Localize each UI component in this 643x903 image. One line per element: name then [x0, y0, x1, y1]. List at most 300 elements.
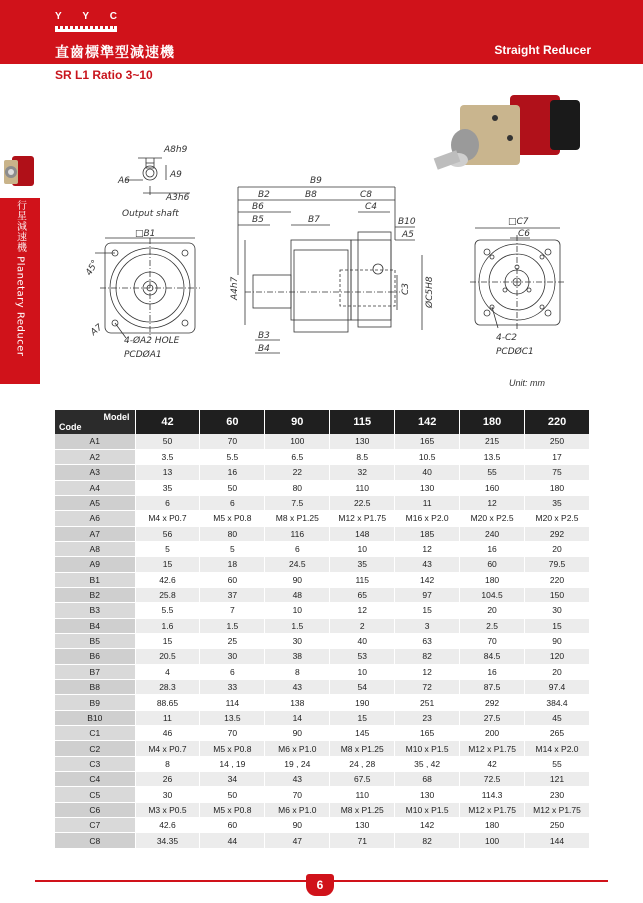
drawing-label: B2	[258, 190, 270, 200]
table-cell: 35	[525, 495, 590, 510]
table-cell: 42	[460, 756, 525, 771]
table-row	[55, 633, 590, 648]
drawing-label: PCDØA1	[124, 350, 162, 360]
table-cell: 100	[265, 434, 330, 449]
row-code-cell: C8	[55, 833, 135, 848]
table-cell: 6	[265, 541, 330, 556]
table-cell: 20	[525, 541, 590, 556]
table-cell: 265	[525, 726, 590, 741]
table-cell: M6 x P1.0	[265, 741, 330, 756]
table-cell: M8 x P1.25	[330, 741, 395, 756]
table-cell: 75	[525, 465, 590, 480]
table-cell: 63	[395, 633, 460, 648]
table-cell: 4	[135, 664, 200, 679]
table-cell: 116	[265, 526, 330, 541]
table-cell: M4 x P0.7	[135, 511, 200, 526]
table-cell: 148	[330, 526, 395, 541]
table-cell: 120	[525, 649, 590, 664]
table-cell: 48	[265, 587, 330, 602]
table-cell: 12	[330, 603, 395, 618]
table-cell: 38	[265, 649, 330, 664]
table-cell: 60	[460, 557, 525, 572]
table-cell: 104.5	[460, 587, 525, 602]
table-cell: 215	[460, 434, 525, 449]
table-cell: 19 , 24	[265, 756, 330, 771]
table-row	[55, 695, 590, 710]
model-column-header: 115	[330, 410, 395, 434]
table-cell: M14 x P2.0	[525, 741, 590, 756]
table-cell: 34.35	[135, 833, 200, 848]
table-cell: 10	[330, 664, 395, 679]
row-code-cell: B4	[55, 618, 135, 633]
table-cell: 292	[525, 526, 590, 541]
drawing-label: A4h7	[230, 276, 240, 300]
drawing-label: B3	[258, 331, 270, 341]
page-number: 6	[306, 874, 334, 896]
logo-letter: C	[109, 11, 117, 22]
front-view	[95, 238, 200, 338]
table-cell: 71	[330, 833, 395, 848]
table-cell: 6	[135, 495, 200, 510]
table-cell: 82	[395, 833, 460, 848]
reducer-product-illustration	[434, 95, 580, 170]
drawing-label: B7	[308, 215, 320, 225]
table-cell: 5.5	[200, 449, 265, 464]
table-cell: 7.5	[265, 495, 330, 510]
table-cell: 145	[330, 726, 395, 741]
row-code-cell: C5	[55, 787, 135, 802]
drawing-label: A3h6	[166, 193, 190, 203]
table-cell: 165	[395, 726, 460, 741]
table-cell: 90	[265, 818, 330, 833]
table-cell: M12 x P1.75	[525, 802, 590, 817]
table-cell: M12 x P1.75	[460, 802, 525, 817]
table-cell: 13	[135, 465, 200, 480]
table-cell: 1.6	[135, 618, 200, 633]
table-cell: 11	[135, 710, 200, 725]
row-code-cell: A9	[55, 557, 135, 572]
table-cell: 42.6	[135, 572, 200, 587]
table-row	[55, 449, 590, 464]
page-subtitle: SR L1 Ratio 3~10	[55, 68, 153, 82]
row-code-cell: B5	[55, 633, 135, 648]
table-cell: 240	[460, 526, 525, 541]
table-cell: 30	[200, 649, 265, 664]
table-cell: 24 , 28	[330, 756, 395, 771]
logo-letter: Y	[55, 11, 62, 22]
table-cell: 79.5	[525, 557, 590, 572]
row-code-cell: C3	[55, 756, 135, 771]
table-cell: 65	[330, 587, 395, 602]
table-cell: 60	[200, 818, 265, 833]
table-cell: 90	[265, 726, 330, 741]
table-cell: 130	[330, 818, 395, 833]
table-cell: 110	[330, 787, 395, 802]
table-cell: 8.5	[330, 449, 395, 464]
table-cell: 160	[460, 480, 525, 495]
row-code-cell: C7	[55, 818, 135, 833]
table-cell: 42.6	[135, 818, 200, 833]
table-cell: 20.5	[135, 649, 200, 664]
table-cell: 30	[525, 603, 590, 618]
table-cell: 3.5	[135, 449, 200, 464]
table-cell: 67.5	[330, 772, 395, 787]
table-cell: 130	[395, 787, 460, 802]
table-cell: 165	[395, 434, 460, 449]
table-row	[55, 741, 590, 756]
table-cell: 97	[395, 587, 460, 602]
table-header-row	[55, 410, 590, 434]
table-cell: 70	[200, 434, 265, 449]
row-code-cell: A2	[55, 449, 135, 464]
model-header-label: Model	[103, 412, 130, 422]
code-header-label: Code	[59, 422, 82, 432]
table-row	[55, 618, 590, 633]
table-cell: 70	[200, 726, 265, 741]
header-title-cn: 直齒標準型減速機	[55, 45, 175, 61]
table-cell: M12 x P1.75	[460, 741, 525, 756]
row-code-cell: A5	[55, 495, 135, 510]
table-cell: 250	[525, 434, 590, 449]
table-cell: 53	[330, 649, 395, 664]
drawing-label: C3	[401, 282, 411, 295]
table-cell: 55	[460, 465, 525, 480]
table-cell: 8	[265, 664, 330, 679]
table-row	[55, 495, 590, 510]
table-cell: 384.4	[525, 695, 590, 710]
table-cell: 35	[135, 480, 200, 495]
table-cell: 35	[330, 557, 395, 572]
table-row	[55, 480, 590, 495]
table-cell: M16 x P2.0	[395, 511, 460, 526]
table-cell: 5	[200, 541, 265, 556]
table-cell: 20	[525, 664, 590, 679]
table-cell: 22.5	[330, 495, 395, 510]
table-cell: 18	[200, 557, 265, 572]
table-cell: 60	[200, 572, 265, 587]
table-cell: 6.5	[265, 449, 330, 464]
table-cell: 15	[395, 603, 460, 618]
table-cell: 10.5	[395, 449, 460, 464]
table-row	[55, 434, 590, 449]
table-cell: M10 x P1.5	[395, 741, 460, 756]
table-cell: M5 x P0.8	[200, 802, 265, 817]
row-code-cell: B6	[55, 649, 135, 664]
table-cell: 15	[135, 633, 200, 648]
table-cell: 180	[525, 480, 590, 495]
table-cell: 220	[525, 572, 590, 587]
drawing-label: □C7	[508, 217, 529, 227]
table-cell: 46	[135, 726, 200, 741]
table-row	[55, 818, 590, 833]
table-cell: 50	[135, 434, 200, 449]
row-code-cell: A4	[55, 480, 135, 495]
table-cell: 10	[330, 541, 395, 556]
table-row	[55, 756, 590, 771]
drawing-label: A7	[89, 322, 105, 338]
drawing-label: B4	[258, 344, 270, 354]
drawing-label: PCDØC1	[496, 347, 534, 357]
table-cell: 142	[395, 572, 460, 587]
table-row	[55, 572, 590, 587]
table-cell: 180	[460, 572, 525, 587]
table-cell: 50	[200, 480, 265, 495]
header-title-en: Straight Reducer	[494, 43, 591, 57]
table-cell: 54	[330, 680, 395, 695]
table-cell: 25.8	[135, 587, 200, 602]
table-row	[55, 603, 590, 618]
table-row	[55, 465, 590, 480]
drawing-label: B8	[305, 190, 317, 200]
table-cell: 16	[460, 664, 525, 679]
unit-note: Unit: mm	[509, 378, 545, 388]
table-cell: 35 , 42	[395, 756, 460, 771]
table-cell: M8 x P1.25	[330, 802, 395, 817]
model-column-header: 42	[135, 410, 200, 434]
table-cell: 230	[525, 787, 590, 802]
model-column-header: 90	[265, 410, 330, 434]
table-cell: 30	[135, 787, 200, 802]
table-cell: 47	[265, 833, 330, 848]
model-column-header: 60	[200, 410, 265, 434]
table-cell: 6	[200, 664, 265, 679]
table-cell: 185	[395, 526, 460, 541]
table-cell: M12 x P1.75	[330, 511, 395, 526]
table-cell: 11	[395, 495, 460, 510]
table-cell: 2.5	[460, 618, 525, 633]
table-cell: 14 , 19	[200, 756, 265, 771]
table-cell: 16	[200, 465, 265, 480]
table-cell: 15	[135, 557, 200, 572]
row-code-cell: C4	[55, 772, 135, 787]
technical-drawing	[40, 90, 640, 390]
table-cell: 97.4	[525, 680, 590, 695]
table-cell: 88.65	[135, 695, 200, 710]
table-cell: 1.5	[265, 618, 330, 633]
table-row	[55, 511, 590, 526]
table-cell: M5 x P0.8	[200, 741, 265, 756]
table-cell: 110	[330, 480, 395, 495]
table-row	[55, 772, 590, 787]
table-cell: 8	[135, 756, 200, 771]
drawing-label: □B1	[135, 229, 156, 239]
row-code-cell: B8	[55, 680, 135, 695]
drawing-label: C8	[360, 190, 373, 200]
table-row	[55, 526, 590, 541]
drawing-label: ØC5H8	[425, 276, 435, 308]
table-cell: 250	[525, 818, 590, 833]
table-row	[55, 587, 590, 602]
table-cell: M8 x P1.25	[265, 511, 330, 526]
table-cell: 44	[200, 833, 265, 848]
table-cell: 20	[460, 603, 525, 618]
table-cell: 5	[135, 541, 200, 556]
table-cell: 115	[330, 572, 395, 587]
table-cell: 87.5	[460, 680, 525, 695]
table-cell: 10	[265, 603, 330, 618]
table-row	[55, 664, 590, 679]
drawing-label: C6	[518, 229, 531, 239]
table-cell: 2	[330, 618, 395, 633]
drawing-label: A8h9	[164, 145, 188, 155]
table-cell: 43	[265, 772, 330, 787]
table-cell: 16	[460, 541, 525, 556]
table-row	[55, 802, 590, 817]
side-tab-label: 行星減速機 Planetary Reducer	[14, 200, 26, 357]
table-row	[55, 557, 590, 572]
side-view	[238, 187, 422, 353]
rear-view	[470, 228, 565, 330]
table-corner-cell	[55, 410, 135, 434]
table-cell: 72	[395, 680, 460, 695]
table-cell: 130	[395, 480, 460, 495]
table-row	[55, 726, 590, 741]
table-cell: 50	[200, 787, 265, 802]
drawing-label: 4-C2	[496, 333, 517, 343]
table-cell: M6 x P1.0	[265, 802, 330, 817]
table-cell: 7	[200, 603, 265, 618]
table-cell: 251	[395, 695, 460, 710]
model-column-header: 142	[395, 410, 460, 434]
table-cell: 37	[200, 587, 265, 602]
gear-teeth-logo-icon	[55, 26, 117, 32]
table-cell: 1.5	[200, 618, 265, 633]
row-code-cell: C2	[55, 741, 135, 756]
drawing-label: A5	[402, 230, 414, 240]
table-cell: 40	[330, 633, 395, 648]
table-row	[55, 787, 590, 802]
table-cell: 142	[395, 818, 460, 833]
drawing-label: A6	[118, 176, 130, 186]
table-cell: M3 x P0.5	[135, 802, 200, 817]
table-cell: 3	[395, 618, 460, 633]
table-cell: 68	[395, 772, 460, 787]
table-cell: 100	[460, 833, 525, 848]
table-row	[55, 541, 590, 556]
row-code-cell: B2	[55, 587, 135, 602]
table-cell: 80	[265, 480, 330, 495]
table-cell: 130	[330, 434, 395, 449]
table-cell: 33	[200, 680, 265, 695]
table-cell: M5 x P0.8	[200, 511, 265, 526]
table-cell: 12	[395, 664, 460, 679]
row-code-cell: B9	[55, 695, 135, 710]
drawing-caption: Output shaft	[122, 209, 179, 219]
table-cell: 23	[395, 710, 460, 725]
drawing-label: 4-ØA2 HOLE	[124, 336, 180, 346]
table-cell: 90	[265, 572, 330, 587]
table-cell: 26	[135, 772, 200, 787]
row-code-cell: A7	[55, 526, 135, 541]
drawing-label: C4	[365, 202, 378, 212]
table-cell: 12	[460, 495, 525, 510]
table-cell: 180	[460, 818, 525, 833]
table-cell: M10 x P1.5	[395, 802, 460, 817]
table-cell: 72.5	[460, 772, 525, 787]
table-cell: 292	[460, 695, 525, 710]
table-cell: 114.3	[460, 787, 525, 802]
page-header	[0, 0, 643, 64]
drawing-label: 45°	[84, 258, 101, 278]
drawing-label: A9	[170, 170, 182, 180]
table-cell: 84.5	[460, 649, 525, 664]
table-cell: 150	[525, 587, 590, 602]
table-cell: 30	[265, 633, 330, 648]
table-cell: 14	[265, 710, 330, 725]
table-row	[55, 680, 590, 695]
table-cell: 82	[395, 649, 460, 664]
table-cell: M20 x P2.5	[460, 511, 525, 526]
table-cell: 13.5	[200, 710, 265, 725]
table-cell: 144	[525, 833, 590, 848]
table-row	[55, 649, 590, 664]
logo-letter: Y	[82, 11, 90, 22]
table-cell: 40	[395, 465, 460, 480]
table-cell: 56	[135, 526, 200, 541]
row-code-cell: A1	[55, 434, 135, 449]
table-cell: 90	[525, 633, 590, 648]
table-cell: 200	[460, 726, 525, 741]
table-cell: 70	[460, 633, 525, 648]
table-row	[55, 833, 590, 848]
table-cell: 13.5	[460, 449, 525, 464]
table-cell: 5.5	[135, 603, 200, 618]
table-cell: 28.3	[135, 680, 200, 695]
table-cell: 43	[265, 680, 330, 695]
table-cell: 24.5	[265, 557, 330, 572]
table-cell: 15	[525, 618, 590, 633]
row-code-cell: B1	[55, 572, 135, 587]
table-cell: M20 x P2.5	[525, 511, 590, 526]
table-row	[55, 710, 590, 725]
table-cell: 17	[525, 449, 590, 464]
row-code-cell: C6	[55, 802, 135, 817]
table-cell: 114	[200, 695, 265, 710]
drawing-label: B6	[252, 202, 264, 212]
table-cell: 45	[525, 710, 590, 725]
table-cell: 70	[265, 787, 330, 802]
table-cell: M4 x P0.7	[135, 741, 200, 756]
row-code-cell: A3	[55, 465, 135, 480]
table-cell: 138	[265, 695, 330, 710]
drawing-label: B10	[398, 217, 416, 227]
row-code-cell: A6	[55, 511, 135, 526]
table-cell: 15	[330, 710, 395, 725]
model-column-header: 180	[460, 410, 525, 434]
table-cell: 27.5	[460, 710, 525, 725]
row-code-cell: A8	[55, 541, 135, 556]
spec-table	[55, 410, 590, 849]
row-code-cell: B3	[55, 603, 135, 618]
model-column-header: 220	[525, 410, 590, 434]
logo-letters	[55, 11, 117, 22]
table-cell: 80	[200, 526, 265, 541]
table-cell: 12	[395, 541, 460, 556]
table-cell: 32	[330, 465, 395, 480]
table-cell: 6	[200, 495, 265, 510]
row-code-cell: B7	[55, 664, 135, 679]
reducer-thumbnail-icon	[0, 150, 40, 198]
table-body	[55, 434, 590, 848]
table-cell: 22	[265, 465, 330, 480]
row-code-cell: B10	[55, 710, 135, 725]
table-cell: 190	[330, 695, 395, 710]
table-cell: 34	[200, 772, 265, 787]
drawing-label: B5	[252, 215, 264, 225]
table-cell: 43	[395, 557, 460, 572]
row-code-cell: C1	[55, 726, 135, 741]
table-cell: 55	[525, 756, 590, 771]
